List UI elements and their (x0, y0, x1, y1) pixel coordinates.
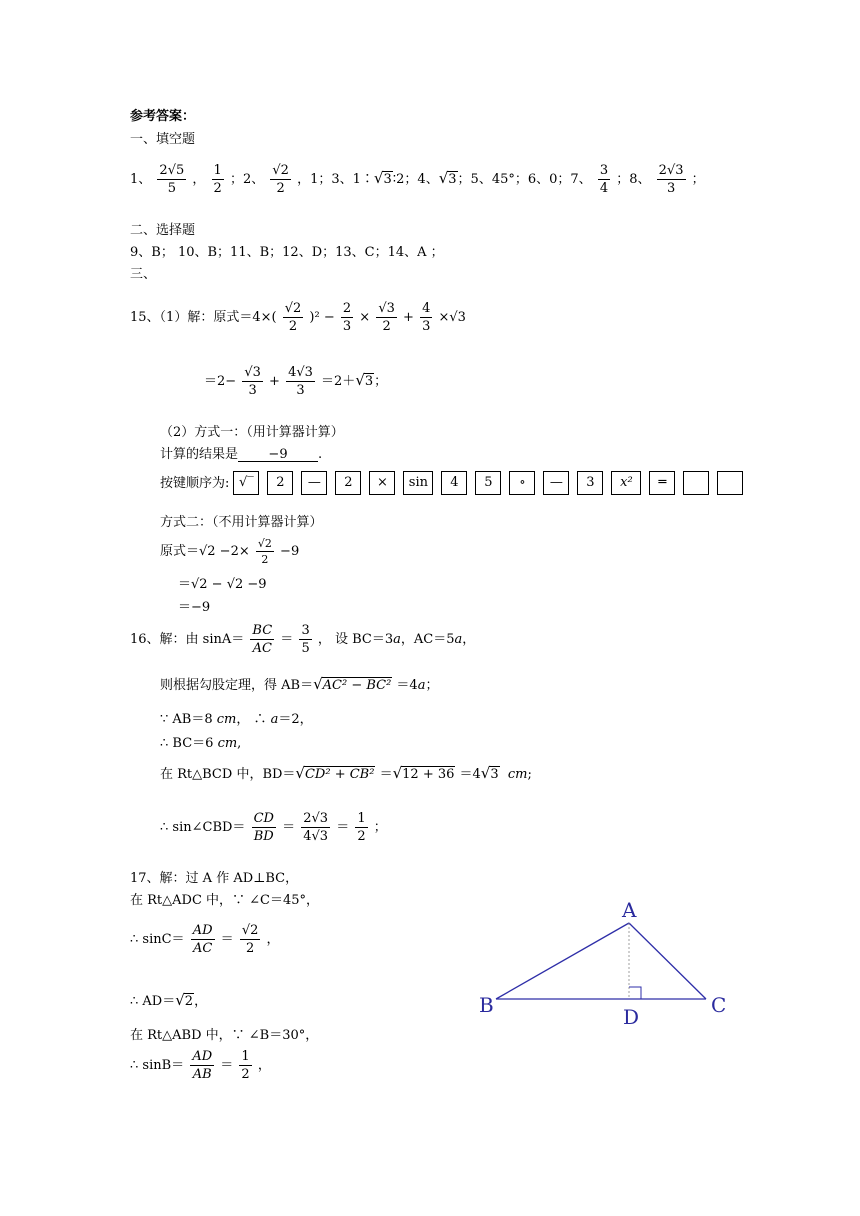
answer-title: 参考答案： (130, 109, 196, 124)
calculator-key: × (369, 471, 395, 495)
calculator-key: — (543, 471, 569, 495)
label-a: A (622, 898, 637, 922)
choice-answers: 9、B； 10、B；11、B；12、D；13、C；14、A ； (130, 245, 444, 260)
calculator-key: √‾ (233, 471, 259, 495)
method1-result: 计算的结果是 −9 . (160, 447, 323, 462)
q16-line6: ∴ sin∠CBD＝ $\frac{CD}{BD}$ ＝ $\frac{2√3}{4√3}$ ＝ $\frac{1}{2}$ ； (160, 811, 387, 844)
label-d: D (623, 1005, 640, 1029)
q16-line3: ∵ AB＝8 cm， ∴ a＝2， (160, 712, 313, 727)
fraction: $\frac{2√3}{3}$ (658, 163, 684, 196)
label-c: C (711, 993, 727, 1017)
q17-line1: 17、解：过 A 作 AD⊥BC， (130, 871, 299, 886)
q16-line5: 在 Rt△BCD 中，BD＝√CD² + CB² ＝√12 + 36 ＝4√3 cm; (160, 764, 532, 782)
side-ab (496, 923, 629, 999)
calculator-key: 4 (441, 471, 467, 495)
key-sequence: 按键顺序为: √‾ 2 — 2 × sin 4 5 ∘ — 3 x² ═ (160, 470, 751, 496)
calculator-key: 3 (577, 471, 603, 495)
fill-answers-line: 1、 $\frac{2√5}{5}$ ， $\frac{1}{2}$ ；2、 $\frac{√2}{2}$ ，1；3、1∶√3∶2；4、√3；5、45°；6、0；7、 $\frac{3}{4}$ ；8、 $\frac{2√3}{3}$ ； (130, 163, 705, 196)
calculator-key: sin (403, 471, 433, 495)
q16-line4: ∴ BC＝6 cm, (160, 736, 242, 751)
method2-title: 方式二：（不用计算器计算） (160, 515, 323, 530)
calculator-key: ∘ (509, 471, 535, 495)
q16-line1: 16、解：由 sinA＝ $\frac{BC}{AC}$ ＝ $\frac{3}{5}$ ， 设 BC＝3a，AC＝5a， (130, 623, 476, 656)
section-fill-blank: 一、填空题 (130, 132, 196, 147)
method2-line1: 原式＝√2 −2× $\frac{√2}{2}$ −9 (160, 537, 300, 566)
calculator-key: ═ (649, 471, 675, 495)
label-b: B (479, 993, 494, 1017)
q15-part1-line2: ＝2− $\frac{√3}{3}$ + $\frac{4√3}{3}$ ＝2＋√3； (204, 365, 388, 398)
q15-part1-line1: 15、（1）解：原式＝4×( $\frac{√2}{2}$ )² − $\frac{2}{3}$ × $\frac{√3}{2}$ + $\frac{4}{3}$ ×√3 (130, 301, 466, 334)
q17-line2: 在 Rt△ADC 中，∵ ∠C＝45°， (130, 893, 320, 908)
calculator-key: — (301, 471, 327, 495)
triangle-diagram (470, 890, 740, 1040)
section-choice: 二、选择题 (130, 223, 196, 238)
fraction: $\frac{√2}{2}$ (272, 163, 289, 196)
right-angle-mark (629, 987, 641, 999)
q17-line4: ∴ AD＝√2， (130, 991, 208, 1009)
calculator-key (683, 471, 709, 495)
fraction: $\frac{2√5}{5}$ (159, 163, 185, 196)
q16-line2: 则根据勾股定理，得 AB＝√AC² − BC² ＝4a； (160, 675, 439, 693)
q17-line5: 在 Rt△ABD 中，∵ ∠B＝30°， (130, 1028, 319, 1043)
method2-line3: ＝−9 (178, 600, 211, 615)
calculator-key: 2 (335, 471, 361, 495)
calculator-key: 2 (267, 471, 293, 495)
calculator-key (717, 471, 743, 495)
q17-line6: ∴ sinB＝ $\frac{AD}{AB}$ ＝ $\frac{1}{2}$ ， (130, 1049, 271, 1082)
calculator-key: 5 (475, 471, 501, 495)
method2-line2: ＝√2 − √2 −9 (178, 577, 267, 592)
fraction: $\frac{3}{4}$ (599, 163, 609, 196)
calculator-key: x² (611, 471, 641, 495)
method1-title: （2）方式一：（用计算器计算） (160, 425, 344, 440)
fraction: $\frac{1}{2}$ (213, 163, 222, 196)
section-three: 三、 (130, 267, 157, 282)
q17-line3: ∴ sinC＝ $\frac{AD}{AC}$ ＝ $\frac{√2}{2}$ ， (130, 923, 280, 956)
